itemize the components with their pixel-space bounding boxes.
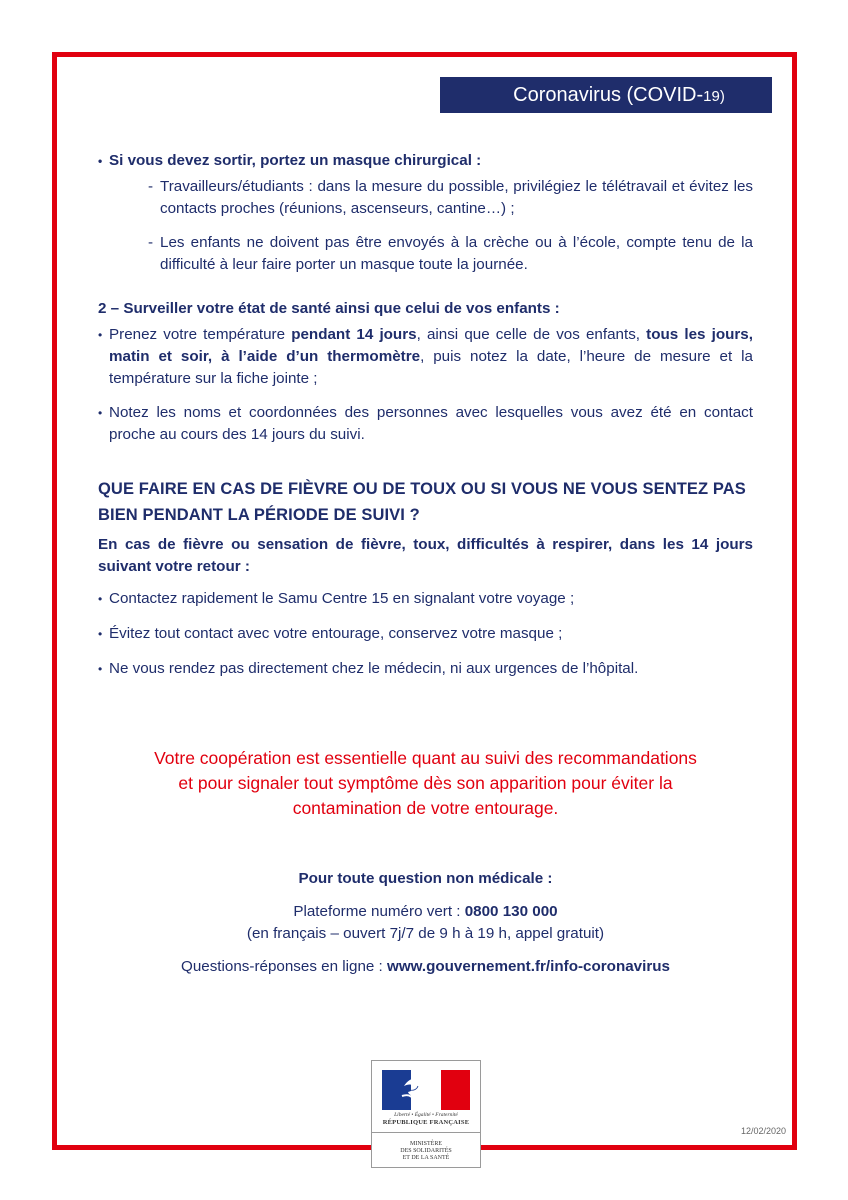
temp-text-3: , puis notez la date, l’heure de mesure et la température sur la fiche jointe ;	[109, 348, 753, 387]
frame-bottom-border-left	[52, 1145, 371, 1150]
phone-line	[98, 901, 753, 923]
republique-francaise-logo	[371, 1060, 481, 1168]
mask-dash-1-text: Travailleurs/étudiants : dans la mesure du possible, privilégiez le télétravail et évitez les contacts proches (réunions, ascenseurs, cantine…) ;	[160, 178, 753, 217]
fever-intro: En cas de fièvre ou sensation de fièvre, toux, difficultés à respirer, dans les 14 jours suivant votre retour :	[98, 536, 753, 575]
logo-motto: Liberté • Égalité • Fraternité	[394, 1112, 458, 1118]
fever-heading: QUE FAIRE EN CAS DE FIÈVRE OU DE TOUX OU SI VOUS NE VOUS SENTEZ PAS BIEN PENDANT LA PÉRIODE DE SUIVI ?	[98, 480, 746, 524]
mask-dash-1: - Travailleurs/étudiants : dans la mesure du possible, privilégiez le télétravail et évitez les contacts proches (réunions, ascenseurs, cantine…) ;	[148, 178, 753, 217]
contact-title: Pour toute question non médicale :	[298, 870, 553, 887]
logo-ministere	[376, 1141, 476, 1162]
temp-text-1: Prenez votre température	[109, 326, 292, 343]
marianne-icon	[400, 1072, 440, 1108]
web-label: Questions-réponses en ligne :	[181, 958, 387, 975]
section2-title: 2 – Surveiller votre état de santé ainsi que celui de vos enfants :	[98, 300, 560, 317]
mask-dash-2: - Les enfants ne doivent pas être envoyés à la crèche ou à l’école, compte tenu de la difficulté à leur faire porter un masque toute la journée.	[148, 234, 753, 273]
ministere-line-1: MINISTÈRE	[410, 1141, 442, 1147]
fever-bullet-2: • Évitez tout contact avec votre entourage, conservez votre masque ;	[98, 623, 753, 645]
web-link[interactable]: www.gouvernement.fr/info-coronavirus	[387, 958, 670, 975]
contacts-bullet: • Notez les noms et coordonnées des personnes avec lesquelles vous avez été en contact proche au cours des 14 jours du suivi.	[98, 402, 753, 446]
frame-top-border	[52, 52, 797, 57]
web-line	[98, 956, 753, 978]
temp-text-2: , ainsi que celle de vos enfants,	[416, 326, 647, 343]
frame-left-border	[52, 52, 57, 1150]
cooperation-line-1: Votre coopération est essentielle quant au suivi des recommandations	[154, 748, 697, 768]
contact-block	[98, 868, 753, 978]
cooperation-line-2: et pour signaler tout symptôme dès son apparition pour éviter la	[178, 773, 673, 793]
cooperation-line-3: contamination de votre entourage.	[292, 798, 559, 818]
phone-label: Plateforme numéro vert :	[293, 903, 465, 920]
phone-number: 0800 130 000	[464, 903, 558, 920]
temperature-bullet	[98, 324, 753, 390]
temp-bold-2: tous les jours, matin et soir, à l’aide d’un thermomètre	[109, 326, 753, 365]
main-content	[98, 150, 753, 680]
mask-bullet: • Si vous devez sortir, portez un masque chirurgical :	[98, 150, 753, 172]
header-title-small: 19)	[703, 88, 725, 105]
temp-bold-1: pendant 14 jours	[291, 326, 417, 343]
hours-line: (en français – ouvert 7j/7 de 9 h à 19 h, appel gratuit)	[246, 925, 605, 942]
header-title-main: Coronavirus (COVID-	[513, 84, 704, 106]
cooperation-message	[98, 746, 753, 821]
mask-dash-2-text: Les enfants ne doivent pas être envoyés à la crèche ou à l’école, compte tenu de la difficulté à leur faire porter un masque toute la journée.	[160, 234, 753, 273]
fever-bullet-1: • Contactez rapidement le Samu Centre 15 en signalant votre voyage ;	[98, 588, 753, 610]
frame-right-border	[792, 52, 797, 1150]
logo-republique: RÉPUBLIQUE FRANÇAISE	[382, 1119, 470, 1126]
document-date: 12/02/2020	[740, 1126, 786, 1136]
logo-separator	[372, 1132, 480, 1133]
fever-bullet-3: • Ne vous rendez pas directement chez le médecin, ni aux urgences de l’hôpital.	[98, 658, 753, 680]
frame-bottom-border-right	[481, 1145, 797, 1150]
ministere-line-2: DES SOLIDARITÉS	[400, 1148, 452, 1154]
ministere-line-3: ET DE LA SANTÉ	[402, 1155, 450, 1161]
header-title-box	[440, 77, 772, 113]
